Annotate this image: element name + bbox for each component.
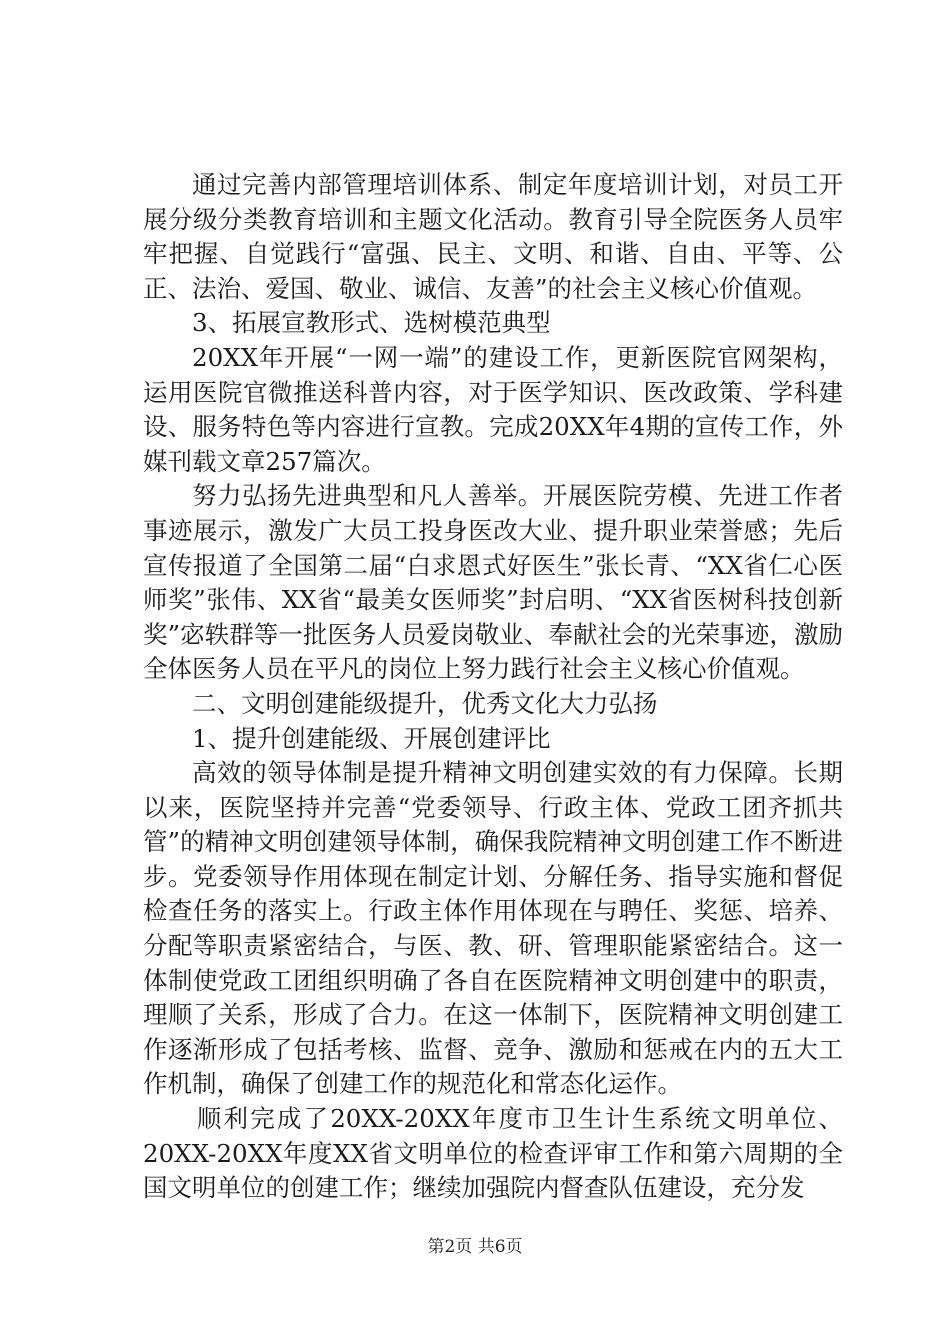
paragraph-network: 20XX年开展“一网一端”的建设工作，更新医院官网架构，运用医院官微推送科普内容，对于医学知识、医改政策、学科建设、服务特色等内容进行宣教。完成20XX年4期的宣传工作，外媒刊载文章257篇次。 xyxy=(143,342,843,476)
section-heading-2: 二、文明创建能级提升，优秀文化大力弘扬 xyxy=(192,688,658,718)
page-footer: 第2页 共6页 xyxy=(427,1237,523,1257)
section-heading-2-1: 1、提升创建能级、开展创建评比 xyxy=(192,723,551,753)
paragraph-training: 通过完善内部管理培训体系、制定年度培训计划，对员工开展分级分类教育培训和主题文化活动。教育引导全院医务人员牢牢把握、自觉践行“富强、民主、文明、和谐、自由、平等、公正、法治、爱国、敬业、诚信、友善”的社会主义核心价值观。 xyxy=(143,170,843,303)
document-body xyxy=(143,168,843,1206)
paragraph-completion: 顺利完成了20XX-20XX年度市卫生计生系统文明单位、20XX-20XX年度XX省文明单位的检查评审工作和第六周期的全国文明单位的创建工作；继续加强院内督查队伍建设，充分发 xyxy=(143,1104,843,1203)
paragraph-leadership: 高效的领导体制是提升精神文明创建实效的有力保障。长期以来，医院坚持并完善“党委领导、行政主体、党政工团齐抓共管”的精神文明创建领导体制，确保我院精神文明创建工作不断进步。党委领导作用体现在制定计划、分解任务、指导实施和督促检查任务的落实上。行政主体作用体现在与聘任、奖惩、培养、分配等职责紧密结合，与医、教、研、管理职能紧密结合。这一体制使党政工团组织明确了各自在医院精神文明创建中的职责，理顺了关系，形成了合力。在这一体制下，医院精神文明创建工作逐渐形成了包括考核、监督、竞争、激励和惩戒在内的五大工作机制，确保了创建工作的规范化和常态化运作。 xyxy=(143,758,843,1099)
paragraph-models: 努力弘扬先进典型和凡人善举。开展医院劳模、先进工作者事迹展示，激发广大员工投身医改大业、提升职业荣誉感；先后宣传报道了全国第二届“白求恩式好医生”张长青、“XX省仁心医师奖”张伟、XX省“最美女医师奖”封启明、“XX省医树科技创新奖”宓轶群等一批医务人员爱岗敬业、奉献社会的光荣事迹，激励全体医务人员在平凡的岗位上努力践行社会主义核心价值观。 xyxy=(143,481,843,684)
section-heading-3: 3、拓展宣教形式、选树模范典型 xyxy=(192,308,551,338)
